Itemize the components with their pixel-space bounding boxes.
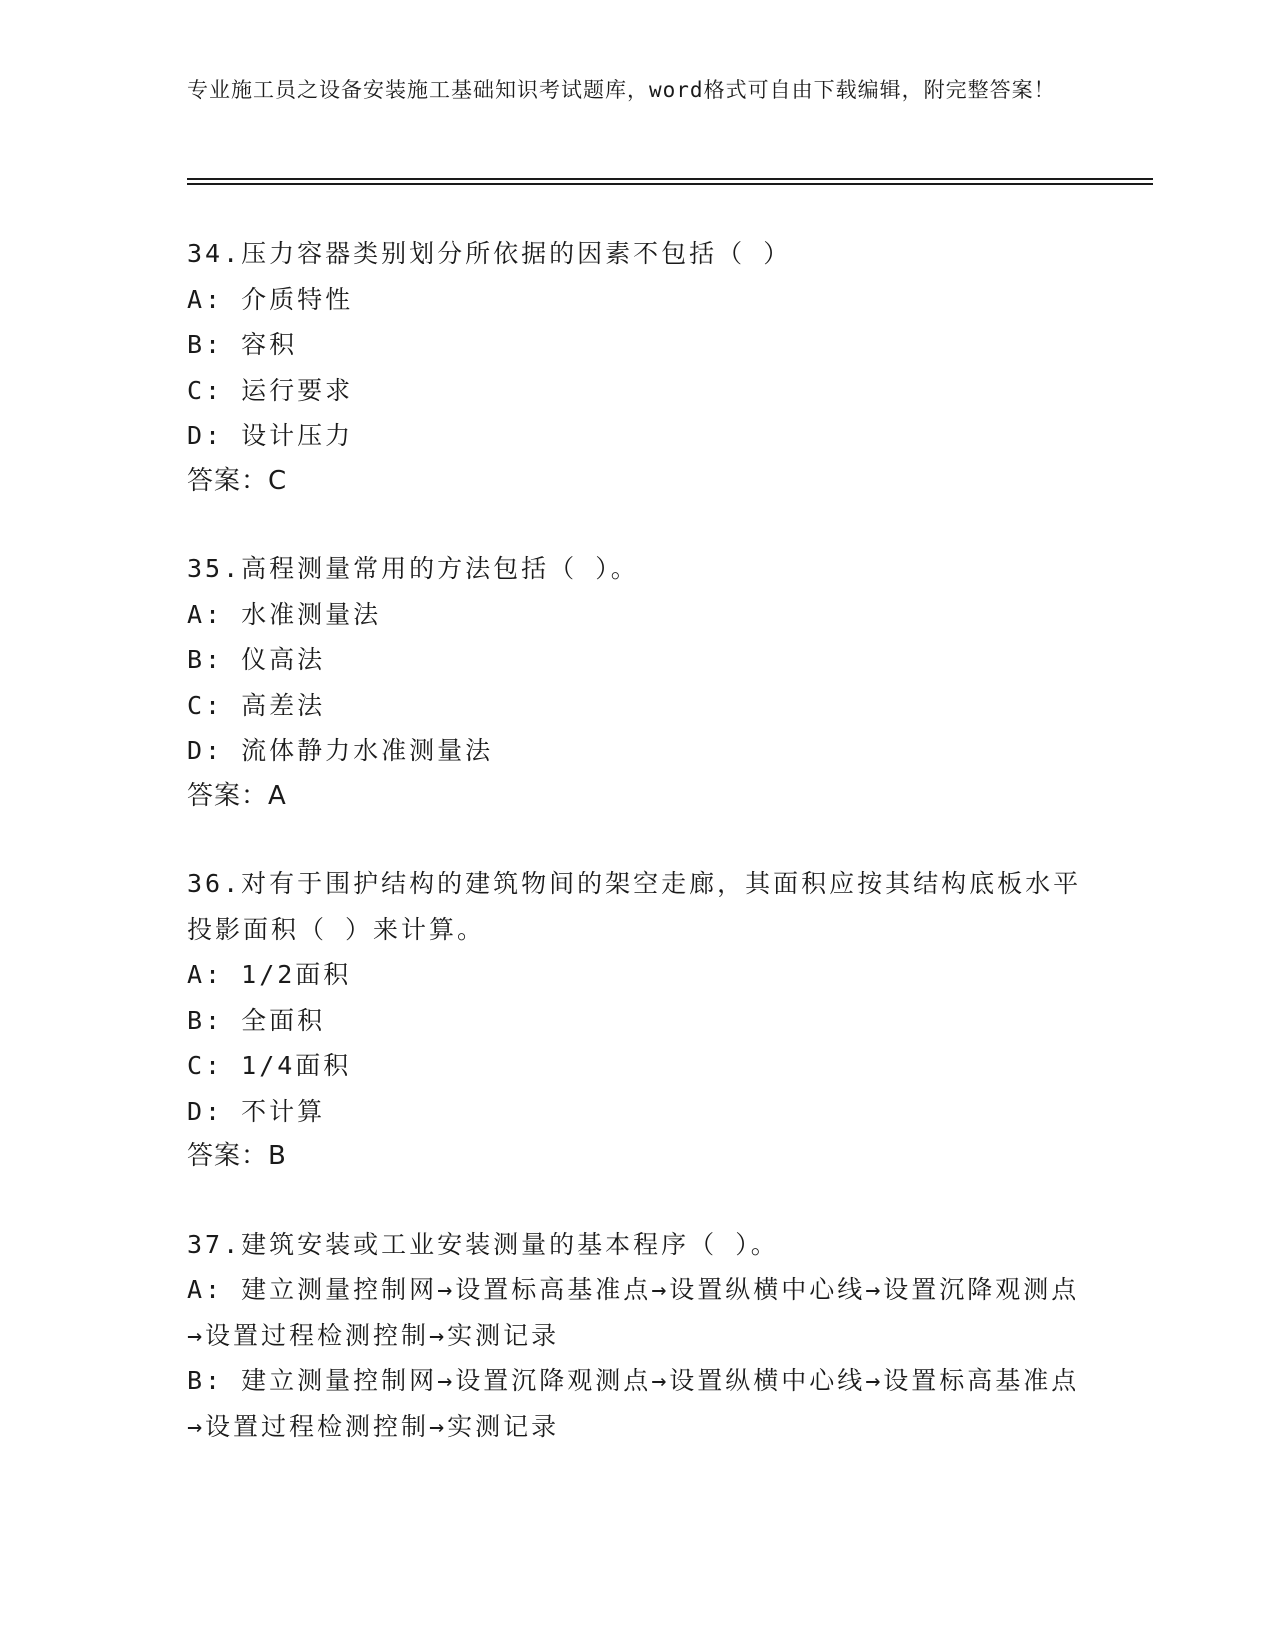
option-d: D: 流体静力水准测量法 — [187, 736, 494, 765]
option-d: D: 不计算 — [187, 1096, 326, 1126]
header-divider-top — [187, 178, 1153, 180]
question-36 — [187, 861, 1087, 1180]
question-34 — [187, 231, 1087, 504]
option-a: A: 1/2面积 — [187, 960, 352, 989]
question-35 — [187, 546, 1087, 819]
option-c: C: 运行要求 — [187, 375, 354, 405]
option-b: B: 容积 — [187, 330, 298, 359]
option-a: A: 介质特性 — [187, 284, 354, 314]
question-stem: 34.压力容器类别划分所依据的因素不包括（ ） — [187, 239, 792, 268]
question-37 — [187, 1222, 1087, 1450]
question-list — [187, 231, 1087, 1491]
answer: 答案：A — [187, 780, 287, 811]
header-divider-bottom — [187, 183, 1153, 185]
option-c: C: 1/4面积 — [187, 1051, 352, 1080]
document-header: 专业施工员之设备安装施工基础知识考试题库，word格式可自由下载编辑，附完整答案！ — [187, 78, 1056, 102]
question-stem: 36.对有于围护结构的建筑物间的架空走廊，其面积应按其结构底板水平投影面积（ ）来计算。 — [187, 869, 1082, 944]
option-b: B: 全面积 — [187, 1005, 326, 1035]
option-a: A: 建立测量控制网→设置标高基准点→设置纵横中心线→设置沉降观测点→设置过程检测控制→实测记录 — [187, 1275, 1080, 1350]
option-b: B: 仪高法 — [187, 645, 326, 674]
answer: 答案：B — [187, 1141, 287, 1171]
answer: 答案：C — [187, 465, 288, 496]
option-a: A: 水准测量法 — [187, 599, 382, 629]
question-stem: 37.建筑安装或工业安装测量的基本程序（ ）。 — [187, 1229, 779, 1259]
option-d: D: 设计压力 — [187, 421, 354, 450]
question-stem: 35.高程测量常用的方法包括（ ）。 — [187, 554, 639, 583]
option-c: C: 高差法 — [187, 690, 326, 720]
option-b: B: 建立测量控制网→设置沉降观测点→设置纵横中心线→设置标高基准点→设置过程检测控制→实测记录 — [187, 1366, 1080, 1441]
